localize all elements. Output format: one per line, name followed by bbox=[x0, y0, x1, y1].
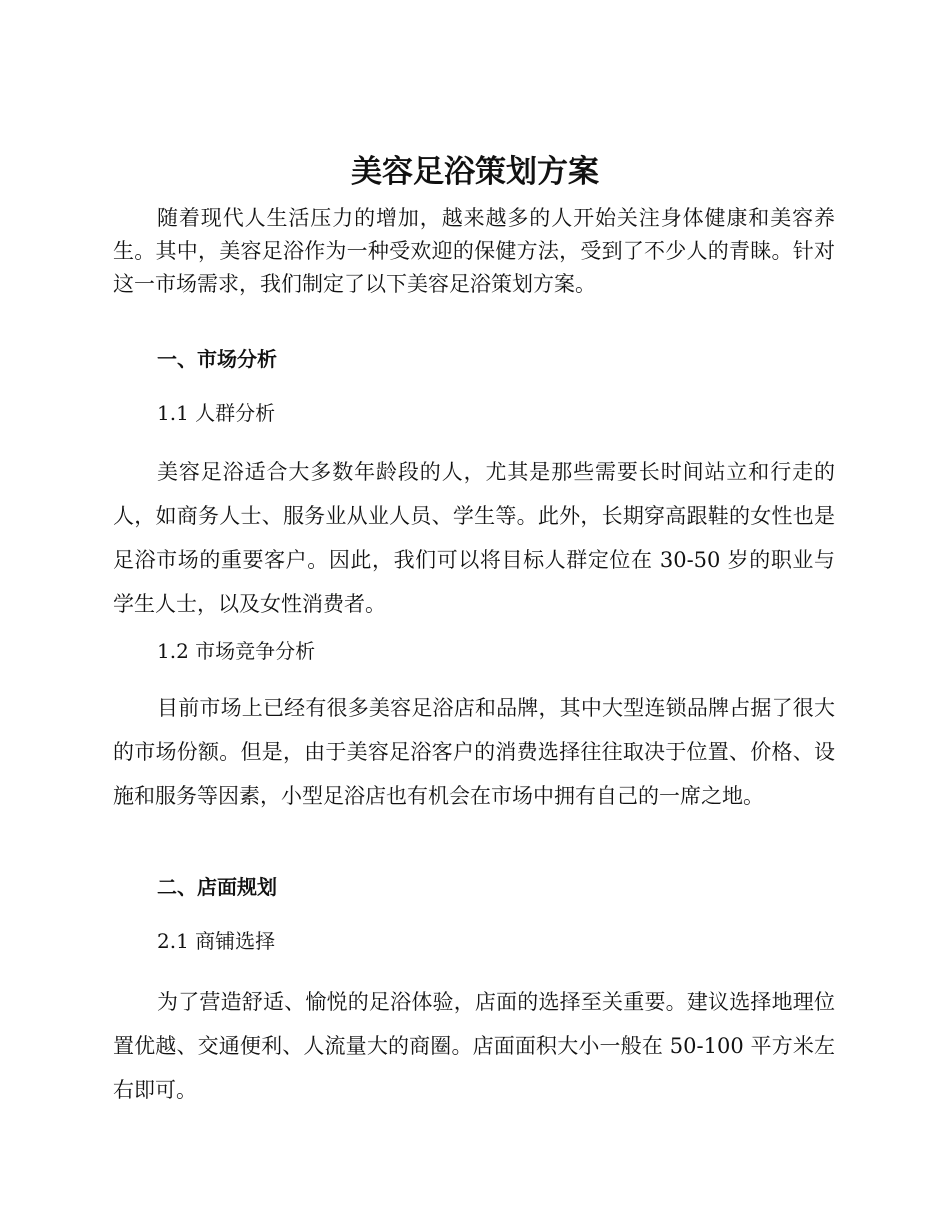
shop-selection-paragraph: 为了营造舒适、愉悦的足浴体验，店面的选择至关重要。建议选择地理位置优越、交通便利、人流量大的商圈。店面面积大小一般在 50-100 平方米左右即可。 bbox=[113, 990, 835, 1102]
section-heading-market-analysis: 一、市场分析 bbox=[157, 347, 277, 371]
subsection-heading-competition-analysis: 1.2 市场竞争分析 bbox=[157, 639, 316, 663]
subsection-heading-audience-analysis: 1.1 人群分析 bbox=[157, 401, 276, 425]
competition-analysis-paragraph: 目前市场上已经有很多美容足浴店和品牌，其中大型连锁品牌占据了很大的市场份额。但是，由于美容足浴客户的消费选择往往取决于位置、价格、设施和服务等因素，小型足浴店也有机会在市场中拥有自己的一席之地。 bbox=[113, 696, 835, 808]
section-heading-store-planning: 二、店面规划 bbox=[157, 875, 277, 899]
intro-paragraph: 随着现代人生活压力的增加，越来越多的人开始关注身体健康和美容养生。其中，美容足浴作为一种受欢迎的保健方法，受到了不少人的青睐。针对这一市场需求，我们制定了以下美容足浴策划方案。 bbox=[113, 206, 835, 296]
subsection-heading-shop-selection: 2.1 商铺选择 bbox=[157, 929, 276, 953]
audience-analysis-paragraph: 美容足浴适合大多数年龄段的人，尤其是那些需要长时间站立和行走的人，如商务人士、服务业从业人员、学生等。此外，长期穿高跟鞋的女性也是足浴市场的重要客户。因此，我们可以将目标人群定位在 30-50 岁的职业与学生人士，以及女性消费者。 bbox=[113, 460, 835, 616]
document-title: 美容足浴策划方案 bbox=[351, 154, 599, 190]
